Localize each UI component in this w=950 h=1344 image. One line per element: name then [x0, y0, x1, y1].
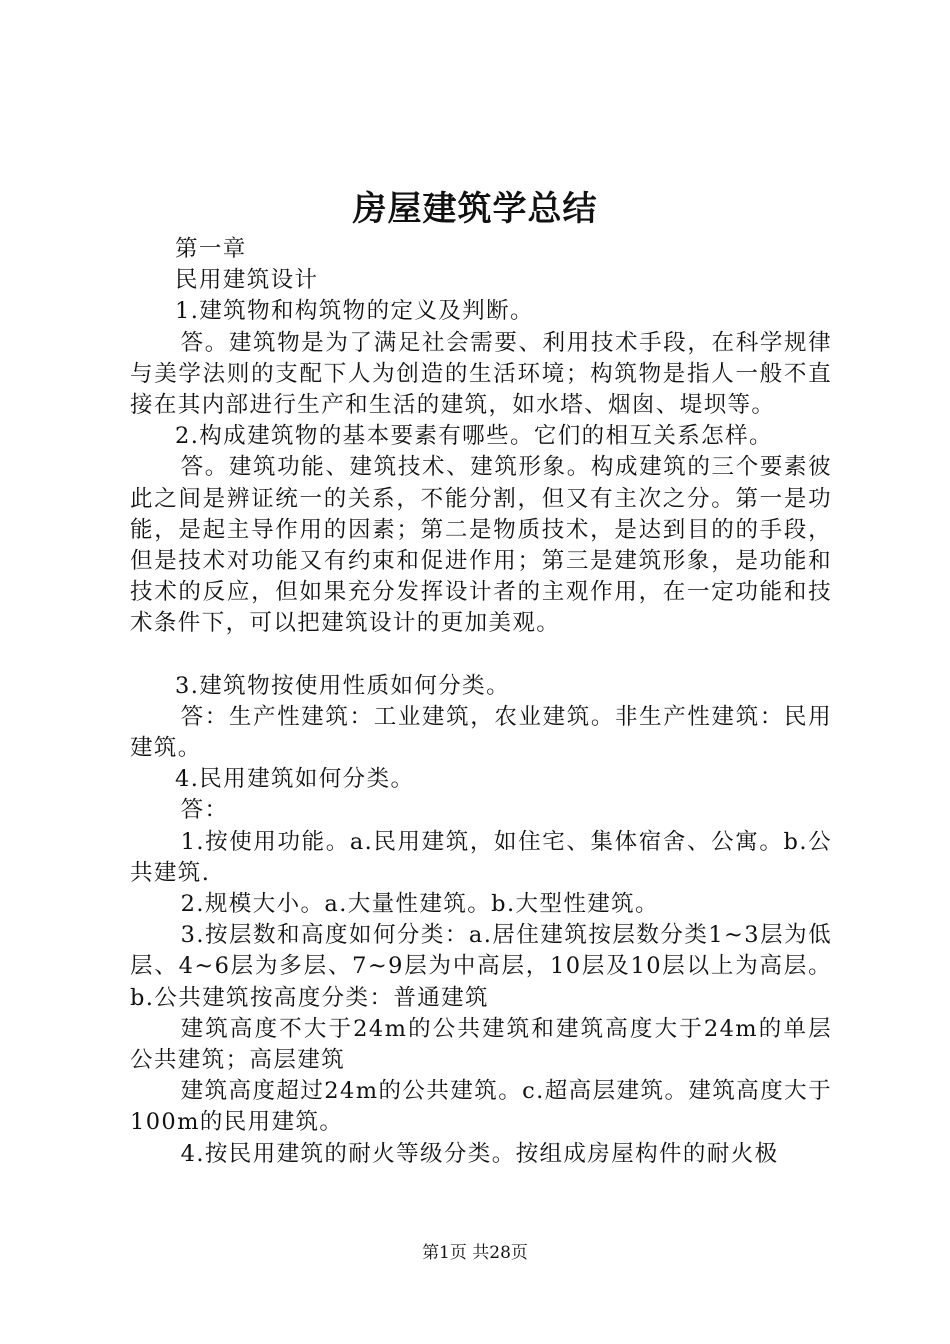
list-item-continuation: 建筑高度超过24m的公共建筑。c.超高层建筑。建筑高度大于100m的民用建筑。: [130, 1078, 832, 1136]
document-title: 房屋建筑学总结: [352, 189, 598, 229]
list-item: 3.按层数和高度如何分类：a.居住建筑按层数分类1~3层为低层、4~6层为多层、7~9层为中高层，10层及10层以上为高层。b.公共建筑按高度分类：普通建筑: [130, 922, 832, 1011]
answer-3: 答：生产性建筑：工业建筑，农业建筑。非生产性建筑：民用建筑。: [130, 703, 832, 762]
answer-1: 答。建筑物是为了满足社会需要、利用技术手段，在科学规律与美学法则的支配下人为创造的生活环境；构筑物是指人一般不直接在其内部进行生产和生活的建筑，如水塔、烟囱、堤坝等。: [130, 329, 832, 419]
question-2: 2.构成建筑物的基本要素有哪些。它们的相互关系怎样。: [175, 423, 773, 450]
page-footer: 第1页 共28页: [422, 1243, 528, 1263]
document-body: [130, 234, 832, 1170]
list-item: 2.规模大小。a.大量性建筑。b.大型性建筑。: [180, 891, 659, 918]
question-4: 4.民用建筑如何分类。: [175, 766, 415, 793]
chapter-heading: 第一章: [175, 236, 247, 262]
list-item: 4.按民用建筑的耐火等级分类。按组成房屋构件的耐火极: [180, 1140, 779, 1167]
answer-4-label: 答：: [180, 797, 229, 824]
section-heading: 民用建筑设计: [175, 267, 319, 294]
question-1: 1.建筑物和构筑物的定义及判断。: [175, 298, 534, 325]
question-3: 3.建筑物按使用性质如何分类。: [175, 672, 510, 699]
list-item: 1.按使用功能。a.民用建筑，如住宅、集体宿舍、公寓。b.公共建筑.: [130, 828, 832, 886]
answer-2: 答。建筑功能、建筑技术、建筑形象。构成建筑的三个要素彼此之间是辨证统一的关系，不能分割，但又有主次之分。第一是功能，是起主导作用的因素；第二是物质技术，是达到目的的手段，但是技术对功能又有约束和促进作用；第三是建筑形象，是功能和技术的反应，但如果充分发挥设计者的主观作用，在一定功能和技术条件下，可以把建筑设计的更加美观。: [130, 454, 832, 637]
paragraph-gap: [130, 640, 832, 671]
list-item-continuation: 建筑高度不大于24m的公共建筑和建筑高度大于24m的单层公共建筑；高层建筑: [130, 1015, 832, 1074]
